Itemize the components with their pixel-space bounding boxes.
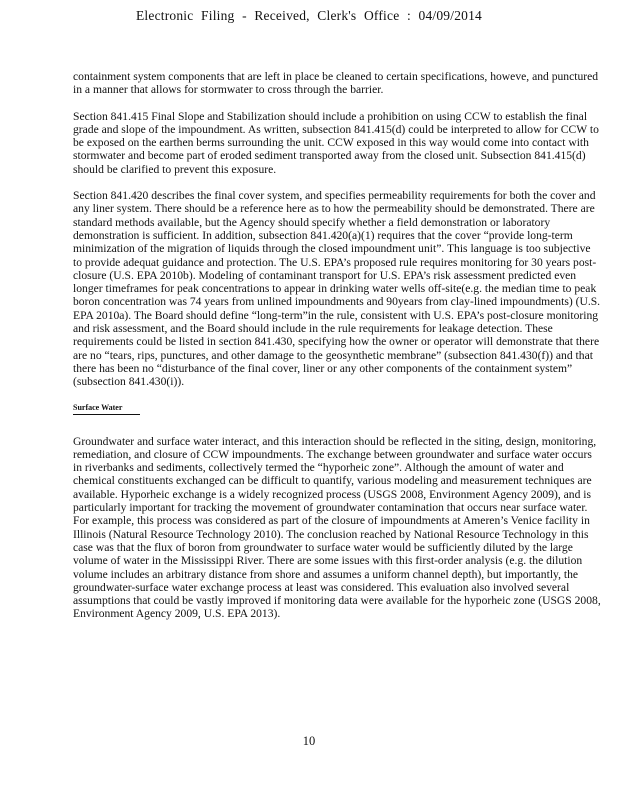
section-heading-surface-water: [73, 402, 601, 415]
paragraph-final-cover: Section 841.420 describes the final cover system, and specifies permeability requirements for both the cover and any liner system. There should be a reference here as to how the permeability should be demonstrated. There are standard methods available, but the Agency should specify whether a field demonstration or laboratory demonstration is sufficient. In addition, subsection 841.420(a)(1) requires that the cover “provide long-term minimization of the migration of liquids through the closed impoundment unit”. This language is too subjective to provide adequat guidance and protection. The U.S. EPA’s proposed rule requires monitoring for 30 years post-closure (U.S. EPA 2010b). Modeling of contaminant transport for U.S. EPA’s risk assessment predicted even longer timeframes for peak concentrations to appear in drinking water wells off-site(e.g. the median time to peak boron concentration was 74 years from unlined impoundments and 90years from clay-lined impoundments) (U.S. EPA 2010a). The Board should define “long-term”in the rule, consistent with U.S. EPA’s post-closure monitoring and risk assessment, and the Board should include in the rule requirements for leakage detection. These requirements could be listed in section 841.430, specifying how the owner or operator will demonstrate that there are no “tears, rips, punctures, and other damage to the geosynthetic membrane” (subsection 841.430(f)) and that there has been no “disturbance of the final cover, liner or any other components of the containment system” (subsection 841.430(i)).: [73, 189, 601, 389]
paragraph-containment: containment system components that are left in place be cleaned to certain specifications, howeve, and punctured in a manner that allows for stormwater to cross through the barrier.: [73, 70, 599, 97]
filing-stamp-header: Electronic Filing - Received, Clerk's Office : 04/09/2014: [135, 8, 482, 23]
paragraph-final-slope: Section 841.415 Final Slope and Stabilization should include a prohibition on using CCW to establish the final grade and slope of the impoundment. As written, subsection 841.415(d) could be interpreted to allow for CCW to be exposed on the earthen berms surrounding the unit. CCW exposed in this way would come into contact with stormwater and become part of eroded sediment transported away from the closed unit. Subsection 841.415(d) should be clarified to prevent this exposure.: [73, 109, 599, 176]
paragraph-groundwater-surface-water: Groundwater and surface water interact, and this interaction should be reflected in the siting, design, monitoring, remediation, and closure of CCW impoundments. The exchange between groundwater and surface water occurs in riverbanks and sediments, collectively termed the “hyporheic zone”. Although the amount of water and chemical constituents exchanged can be difficult to quantify, various modeling and measurement techniques are available. Hyporheic exchange is a widely recognized process (USGS 2008, Environment Agency 2009), and is particularly important for tracking the movement of groundwater contamination that occurs near surface water. For example, this process was considered as part of the closure of impoundments at Ameren’s Venice facility in Illinois (Natural Resource Technology 2010). The conclusion reached by National Resource Technology in this case was that the flux of boron from groundwater to surface water would be sufficiently diluted by the large volume of water in the Mississippi River. There are some issues with this first-order analysis (e.g. the dilution volume includes an arbitrary distance from shore and assumes a uniform channel depth), but importantly, the groundwater-surface water exchange process at least was considered. This evaluation also involved several assumptions that could be vastly improved if monitoring data were available for the hyporheic zone (USGS 2008, Environment Agency 2009, U.S. EPA 2013).: [73, 434, 601, 621]
document-body: [73, 70, 601, 634]
page-number: 10: [302, 734, 316, 748]
section-heading-text: Surface Water: [73, 402, 140, 415]
